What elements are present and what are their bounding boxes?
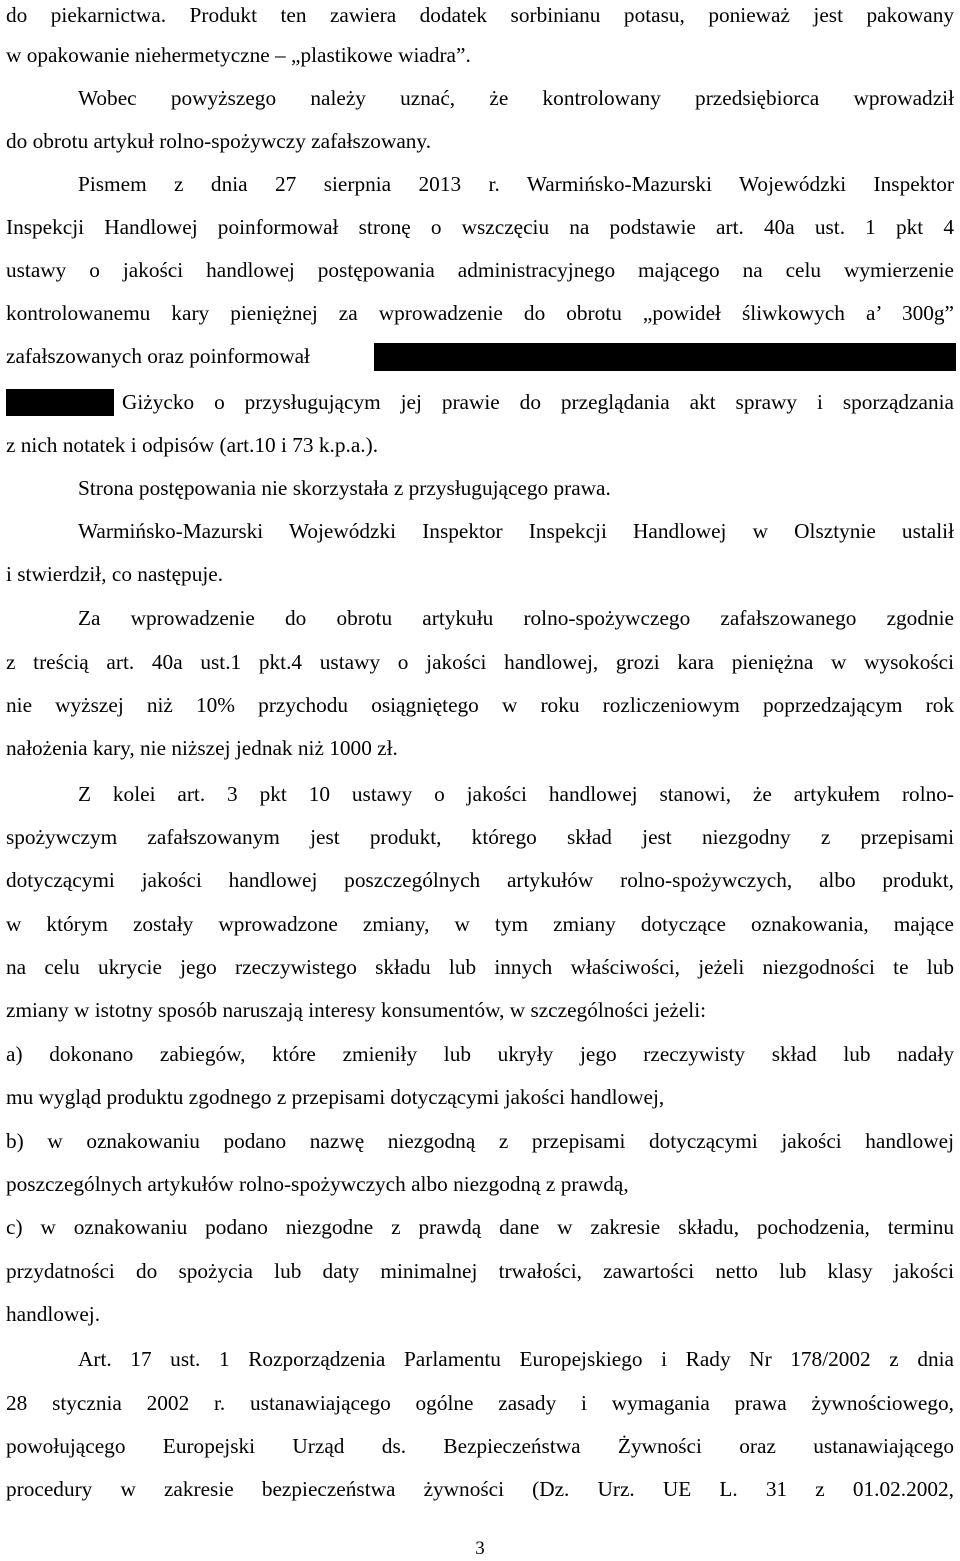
text-line: Pismem z dnia 27 sierpnia 2013 r. Warmińsko-Mazurski Wojewódzki Inspektor [78, 172, 954, 196]
text-line: nie wyższej niż 10% przychodu osiągniętego w roku rozliczeniowym poprzedzającym rok [6, 693, 954, 717]
text-line: 28 stycznia 2002 r. ustanawiającego ogólne zasady i wymagania prawa żywnościowego, [6, 1391, 954, 1415]
text-line: Za wprowadzenie do obrotu artykułu rolno-spożywczego zafałszowanego zgodnie [78, 606, 954, 630]
page-number: 3 [475, 1538, 485, 1559]
text-line: zmiany w istotny sposób naruszają interesy konsumentów, w szczególności jeżeli: [6, 998, 707, 1022]
text-line: kontrolowanemu kary pieniężnej za wprowadzenie do obrotu „powideł śliwkowych a’ 300g” [6, 301, 954, 325]
text-line: Art. 17 ust. 1 Rozporządzenia Parlamentu Europejskiego i Rady Nr 178/2002 z dnia [78, 1347, 954, 1371]
text-line: dotyczącymi jakości handlowej poszczególnych artykułów rolno-spożywczych, albo produkt, [6, 868, 954, 892]
text-line: do obrotu artykuł rolno-spożywczy zafałszowany. [6, 129, 432, 153]
text-line: Giżycko o przysługującym jej prawie do przeglądania akt sprawy i sporządzania [122, 390, 954, 414]
text-line: z treścią art. 40a ust.1 pkt.4 ustawy o jakości handlowej, grozi kara pieniężna w wysokości [6, 650, 954, 674]
text-line: na celu ukrycie jego rzeczywistego składu lub innych właściwości, jeżeli niezgodności te lub [6, 955, 954, 979]
redaction-bar [6, 389, 114, 416]
text-line: procedury w zakresie bezpieczeństwa żywności (Dz. Urz. UE L. 31 z 01.02.2002, [6, 1477, 954, 1501]
text-line: c) w oznakowaniu podano niezgodne z prawdą dane w zakresie składu, pochodzenia, terminu [6, 1215, 954, 1239]
text-line: zafałszowanych oraz poinformował [6, 344, 310, 368]
text-line: w opakowanie niehermetyczne – „plastikowe wiadra”. [6, 43, 471, 67]
text-line: mu wygląd produktu zgodnego z przepisami dotyczącymi jakości handlowej, [6, 1085, 665, 1109]
text-line: powołującego Europejski Urząd ds. Bezpieczeństwa Żywności oraz ustanawiającego [6, 1434, 954, 1458]
text-line: Wobec powyższego należy uznać, że kontrolowany przedsiębiorca wprowadził [78, 86, 954, 110]
text-line: w którym zostały wprowadzone zmiany, w tym zmiany dotyczące oznakowania, mające [6, 912, 954, 936]
text-line: Warmińsko-Mazurski Wojewódzki Inspektor Inspekcji Handlowej w Olsztynie ustalił [78, 519, 954, 543]
text-line: spożywczym zafałszowanym jest produkt, którego skład jest niezgodny z przepisami [6, 825, 954, 849]
text-line: ustawy o jakości handlowej postępowania administracyjnego mającego na celu wymierzenie [6, 258, 954, 282]
text-line: przydatności do spożycia lub daty minimalnej trwałości, zawartości netto lub klasy jakości [6, 1259, 954, 1283]
text-line: Inspekcji Handlowej poinformował stronę o wszczęciu na podstawie art. 40a ust. 1 pkt 4 [6, 215, 954, 239]
text-line: poszczególnych artykułów rolno-spożywczych albo niezgodną z prawdą, [6, 1172, 629, 1196]
text-line: a) dokonano zabiegów, które zmieniły lub ukryły jego rzeczywisty skład lub nadały [6, 1042, 954, 1066]
text-line: Z kolei art. 3 pkt 10 ustawy o jakości handlowej stanowi, że artykułem rolno- [78, 782, 954, 806]
text-line: i stwierdził, co następuje. [6, 562, 224, 586]
text-line: Strona postępowania nie skorzystała z przysługującego prawa. [78, 476, 611, 500]
text-line: b) w oznakowaniu podano nazwę niezgodną z przepisami dotyczącymi jakości handlowej [6, 1129, 954, 1153]
redaction-bar [374, 343, 956, 371]
text-line: nałożenia kary, nie niższej jednak niż 1000 zł. [6, 736, 398, 760]
text-line: z nich notatek i odpisów (art.10 i 73 k.p.a.). [6, 433, 379, 457]
text-line: handlowej. [6, 1302, 101, 1326]
text-line: do piekarnictwa. Produkt ten zawiera dodatek sorbinianu potasu, ponieważ jest pakowany [6, 3, 954, 27]
